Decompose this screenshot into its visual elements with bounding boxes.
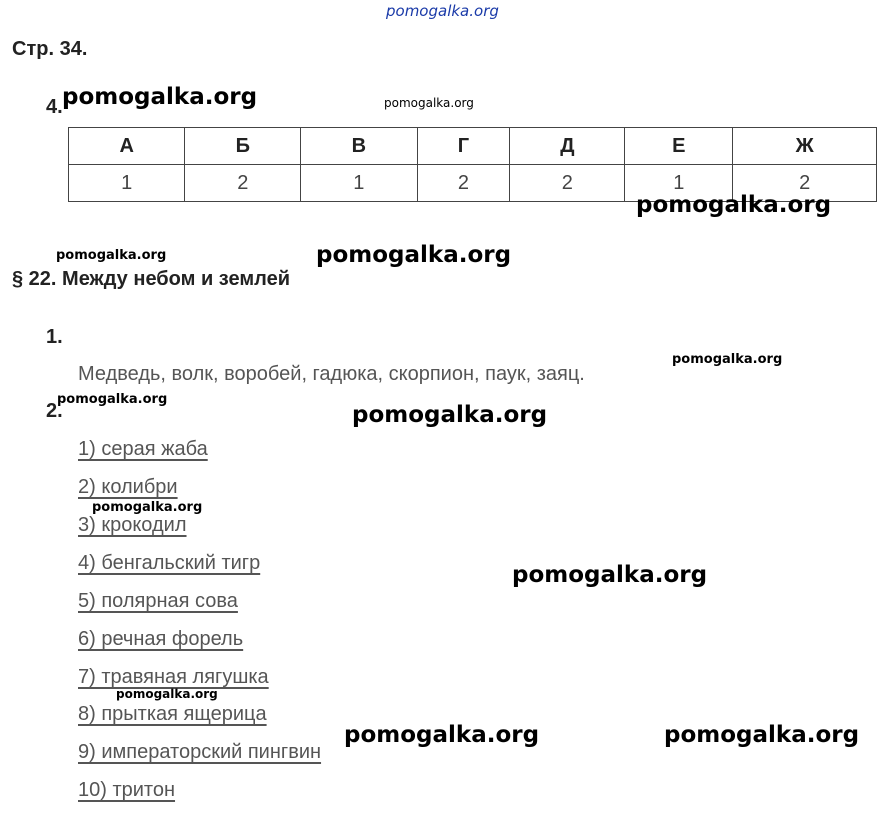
watermark: pomogalka.org xyxy=(512,562,708,588)
list-item: 9) императорский пингвин xyxy=(78,741,322,763)
list-item: 6) речная форель xyxy=(78,628,244,650)
table-value-cell: 2 xyxy=(185,165,301,202)
table-value-cell: 1 xyxy=(69,165,185,202)
list-item: 7) травяная лягушка xyxy=(78,666,269,688)
list-item: 5) полярная сова xyxy=(78,590,238,612)
task2-number: 2. xyxy=(46,400,63,422)
table-header-cell: Б xyxy=(185,128,301,165)
table-value-cell: 2 xyxy=(510,165,625,202)
task1-number: 1. xyxy=(46,326,63,348)
answer-table-header-row xyxy=(69,128,877,165)
table-value-cell: 2 xyxy=(733,165,877,202)
list-item: 3) крокодил xyxy=(78,514,187,536)
watermark: pomogalka.org xyxy=(344,722,540,748)
watermark: pomogalka.org xyxy=(57,392,168,407)
watermark: pomogalka.org xyxy=(672,352,783,367)
table-header-cell: Ж xyxy=(733,128,877,165)
table-header-cell: В xyxy=(301,128,417,165)
section-title: § 22. Между небом и землей xyxy=(12,268,290,290)
watermark: pomogalka.org xyxy=(62,84,258,110)
watermark: pomogalka.org xyxy=(636,192,832,218)
list-item: 1) серая жаба xyxy=(78,438,208,460)
table-header-cell: Д xyxy=(510,128,625,165)
list-item: 10) тритон xyxy=(78,779,176,801)
watermark: pomogalka.org xyxy=(316,242,512,268)
list-item: 4) бенгальский тигр xyxy=(78,552,261,574)
page-label: Стр. 34. xyxy=(12,38,88,60)
table-header-cell: Г xyxy=(417,128,510,165)
task4-number: 4. xyxy=(46,96,63,118)
watermark: pomogalka.org xyxy=(384,96,474,110)
watermark: pomogalka.org xyxy=(116,687,218,701)
table-value-cell: 1 xyxy=(625,165,733,202)
watermark: pomogalka.org xyxy=(352,402,548,428)
top-watermark: pomogalka.org xyxy=(386,2,499,20)
answer-table xyxy=(68,127,877,202)
table-header-cell: Е xyxy=(625,128,733,165)
task1-answer: Медведь, волк, воробей, гадюка, скорпион, паук, заяц. xyxy=(78,363,585,385)
table-value-cell: 2 xyxy=(417,165,510,202)
watermark: pomogalka.org xyxy=(56,248,167,263)
watermark: pomogalka.org xyxy=(92,500,203,515)
table-value-cell: 1 xyxy=(301,165,417,202)
list-item: 2) колибри xyxy=(78,476,178,498)
table-header-cell: А xyxy=(69,128,185,165)
watermark: pomogalka.org xyxy=(664,722,860,748)
list-item: 8) прыткая ящерица xyxy=(78,703,267,725)
